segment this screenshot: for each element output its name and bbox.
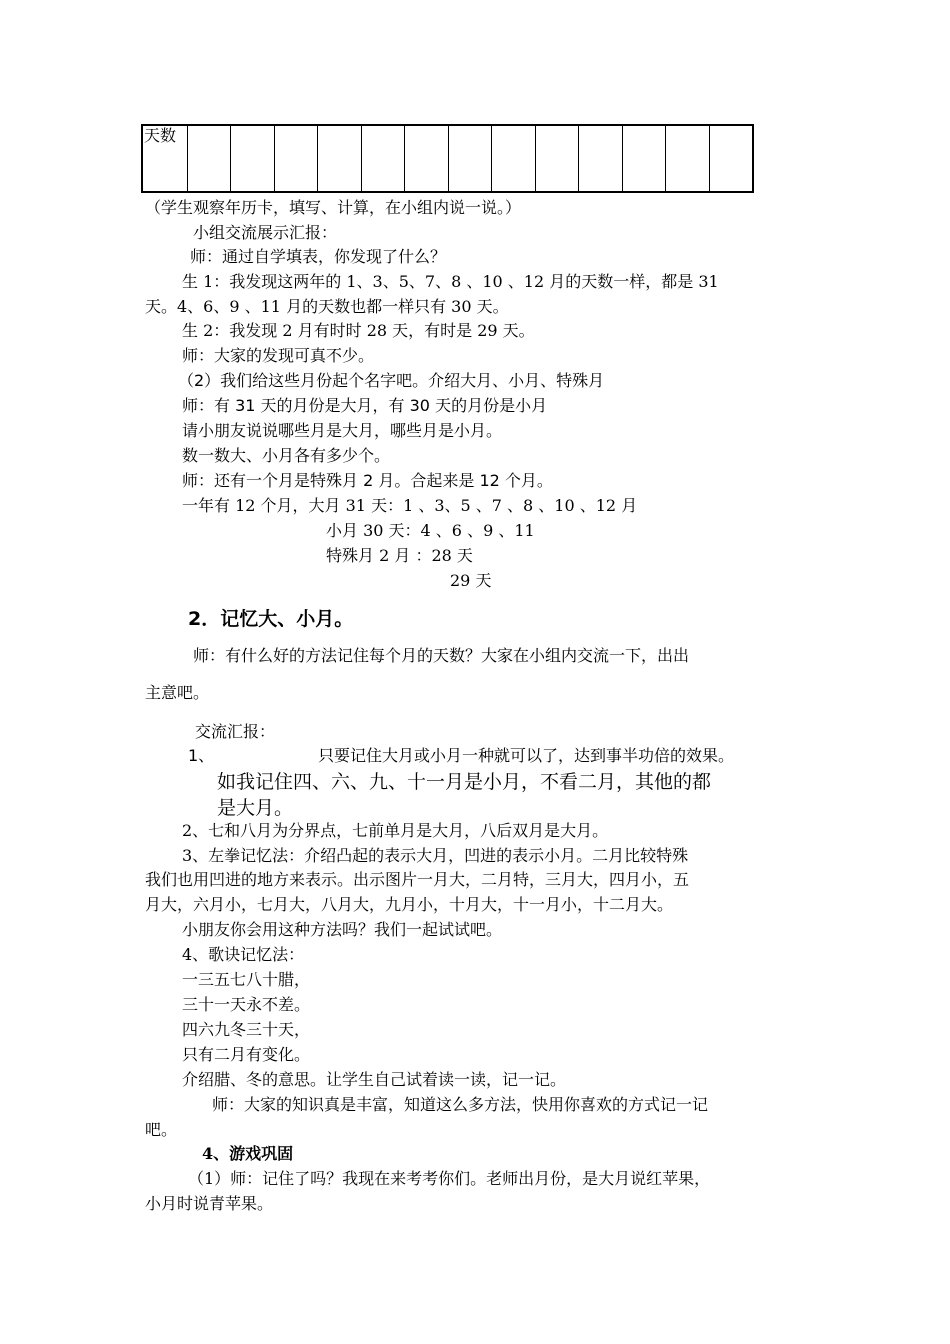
- table-cell: [622, 125, 666, 192]
- paragraph-line: 我们也用凹进的地方来表示。出示图片一月大，二月特，三月大，四月小，五: [145, 870, 690, 889]
- paragraph-line: 四六九冬三十天，: [182, 1020, 311, 1039]
- paragraph-line: 吧。: [145, 1120, 178, 1139]
- paragraph-line: 是大月。: [217, 797, 294, 819]
- paragraph-line: （学生观察年历卡，填写、计算，在小组内说一说。）: [145, 198, 522, 217]
- paragraph-line: 请小朋友说说哪些月是大月，哪些月是小月。: [182, 421, 503, 440]
- days-table: [141, 124, 754, 193]
- section-heading: 2．记忆大、小月。: [188, 608, 354, 630]
- table-cell: [187, 125, 231, 192]
- table-cell: [448, 125, 492, 192]
- paragraph-line: 如我记住四、六、九、十一月是小月，不看二月，其他的都: [217, 771, 712, 793]
- paragraph-line: 特殊月 2 月 ：28 天: [326, 546, 473, 565]
- paragraph-line: 师：大家的发现可真不少。: [182, 346, 375, 365]
- paragraph-line: 只有二月有变化。: [182, 1045, 311, 1064]
- table-cell: [709, 125, 753, 192]
- paragraph-line: 29 天: [450, 571, 492, 590]
- paragraph-line: 一年有 12 个月，大月 31 天：1 、3、5 、7 、8 、10 、12 月: [182, 496, 638, 515]
- paragraph-line: 小月 30 天：4 、6 、9 、11: [326, 521, 535, 540]
- section-heading: 4、游戏巩固: [202, 1144, 294, 1163]
- paragraph-line: （2）我们给这些月份起个名字吧。介绍大月、小月、特殊月: [178, 371, 605, 390]
- table-cell: [535, 125, 579, 192]
- table-cell: [405, 125, 449, 192]
- list-number: 1、: [188, 746, 215, 765]
- table-cell: [318, 125, 362, 192]
- paragraph-line: 三十一天永不差。: [182, 995, 311, 1014]
- paragraph-line: 只要记住大月或小月一种就可以了，达到事半功倍的效果。: [318, 746, 735, 765]
- table-row: [142, 125, 753, 192]
- paragraph-line: 一三五七八十腊，: [182, 970, 311, 989]
- paragraph-line: 2、七和八月为分界点，七前单月是大月，八后双月是大月。: [182, 821, 609, 840]
- paragraph-line: 3、左拳记忆法：介绍凸起的表示大月，凹进的表示小月。二月比较特殊: [182, 846, 689, 865]
- paragraph-line: 4、歌诀记忆法：: [182, 945, 305, 964]
- paragraph-line: 主意吧。: [145, 683, 210, 702]
- table-row-label: 天数: [142, 125, 187, 192]
- paragraph-line: 师：大家的知识真是丰富，知道这么多方法，快用你喜欢的方式记一记: [212, 1095, 709, 1114]
- paragraph-line: （1）师：记住了吗？我现在来考考你们。老师出月份，是大月说红苹果，: [188, 1169, 711, 1188]
- table-cell: [579, 125, 623, 192]
- paragraph-line: 交流汇报：: [195, 722, 276, 741]
- paragraph-line: 数一数大、小月各有多少个。: [182, 446, 391, 465]
- table-cell: [231, 125, 275, 192]
- table-cell: [361, 125, 405, 192]
- paragraph-line: 天。4、6、9 、11 月的天数也都一样只有 30 天。: [145, 297, 509, 316]
- paragraph-line: 小组交流展示汇报：: [193, 223, 338, 242]
- table-cell: [274, 125, 318, 192]
- paragraph-line: 月大，六月小，七月大，八月大，九月小，十月大，十一月小，十二月大。: [145, 895, 674, 914]
- paragraph-line: 小月时说青苹果。: [145, 1194, 274, 1213]
- paragraph-line: 师：通过自学填表，你发现了什么？: [190, 247, 447, 266]
- table-cell: [492, 125, 536, 192]
- paragraph-line: 生 2：我发现 2 月有时时 28 天，有时是 29 天。: [182, 321, 535, 340]
- table-cell: [666, 125, 710, 192]
- paragraph-line: 师：有 31 天的月份是大月，有 30 天的月份是小月: [182, 396, 548, 415]
- paragraph-line: 小朋友你会用这种方法吗？我们一起试试吧。: [182, 920, 503, 939]
- paragraph-line: 介绍腊、冬的意思。让学生自己试着读一读，记一记。: [182, 1070, 567, 1089]
- paragraph-line: 生 1：我发现这两年的 1、3、5、7、8 、10 、12 月的天数一样，都是 31: [182, 272, 719, 291]
- paragraph-line: 师：还有一个月是特殊月 2 月。合起来是 12 个月。: [182, 471, 553, 490]
- paragraph-line: 师：有什么好的方法记住每个月的天数？大家在小组内交流一下，出出: [193, 646, 690, 665]
